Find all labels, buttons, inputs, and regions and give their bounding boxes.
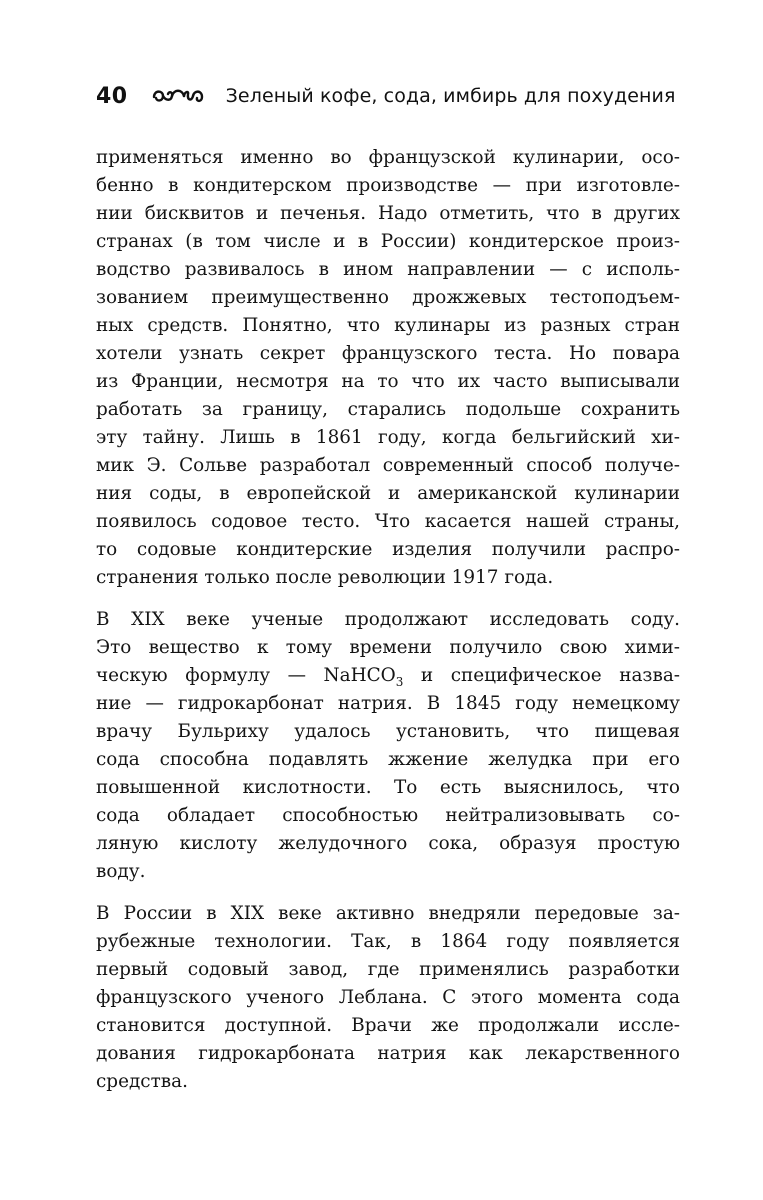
text-line: В XIX веке ученые продолжают исследовать соду. [96, 609, 680, 630]
page-number: 40 [96, 83, 128, 109]
chemical-formula [323, 665, 404, 689]
running-header [96, 80, 676, 112]
text-line: дования гидрокарбоната натрия как лекарственного [96, 1043, 680, 1064]
text-line: становится доступной. Врачи же продолжали иссле- [96, 1015, 680, 1036]
text-line: применяться именно во французской кулинарии, осо- [96, 147, 680, 168]
text-line: зованием преимущественно дрожжевых тестоподъем- [96, 287, 680, 308]
formula-subscript: 3 [395, 675, 404, 689]
running-title: Зеленый кофе, сода, имбирь для похудения [225, 85, 676, 107]
paragraph-3 [96, 900, 680, 1096]
text-line: средства. [96, 1071, 188, 1092]
text-line: странах (в том числе и в России) кондитерское произ- [96, 231, 680, 252]
text-line: то содовые кондитерские изделия получили распро- [96, 539, 680, 560]
text-line: повышенной кислотности. То есть выяснилось, что [96, 777, 680, 798]
formula-line [96, 662, 680, 690]
text-line: водство развивалось в ином направлении — с исполь- [96, 259, 680, 280]
text-line: работать за границу, старались подольше сохранить [96, 399, 680, 420]
formula-lead-text: ческую формулу — [96, 665, 324, 686]
formula-trail-text: и специфическое назва- [403, 665, 680, 686]
paragraph-2 [96, 606, 680, 886]
text-line: бенно в кондитерском производстве — при изготовле- [96, 175, 680, 196]
text-line: странения только после революции 1917 года. [96, 567, 554, 588]
text-line: эту тайну. Лишь в 1861 году, когда бельгийский хи- [96, 427, 680, 448]
text-line: первый содовый завод, где применялись разработки [96, 959, 680, 980]
text-line: нии бисквитов и печенья. Надо отметить, что в других [96, 203, 680, 224]
text-line: мик Э. Сольве разработал современный способ получе- [96, 455, 680, 476]
text-line: воду. [96, 861, 146, 882]
paragraph-1 [96, 144, 680, 592]
body-text [96, 144, 680, 1096]
text-line: ние — гидрокарбонат натрия. В 1845 году немецкому [96, 693, 680, 714]
text-line: из Франции, несмотря на то что их часто выписывали [96, 371, 680, 392]
text-line: появилось содовое тесто. Что касается нашей страны, [96, 511, 680, 532]
text-line: ляную кислоту желудочного сока, образуя простую [96, 833, 680, 854]
text-line: врачу Бульриху удалось установить, что пищевая [96, 721, 680, 742]
text-line: В России в XIX веке активно внедряли передовые за- [96, 903, 680, 924]
text-line: сода способна подавлять жжение желудка при его [96, 749, 680, 770]
decorative-swirl-icon [150, 84, 206, 108]
text-line: ных средств. Понятно, что кулинары из разных стран [96, 315, 680, 336]
text-line: хотели узнать секрет французского теста. Но повара [96, 343, 680, 364]
text-line: ния соды, в европейской и американской кулинарии [96, 483, 680, 504]
text-line: французского ученого Леблана. С этого момента сода [96, 987, 680, 1008]
text-line: Это вещество к тому времени получило свою хими- [96, 637, 680, 658]
formula-main: NaHCO [323, 665, 396, 686]
text-line: сода обладает способностью нейтрализовывать со- [96, 805, 680, 826]
text-line: рубежные технологии. Так, в 1864 году появляется [96, 931, 680, 952]
